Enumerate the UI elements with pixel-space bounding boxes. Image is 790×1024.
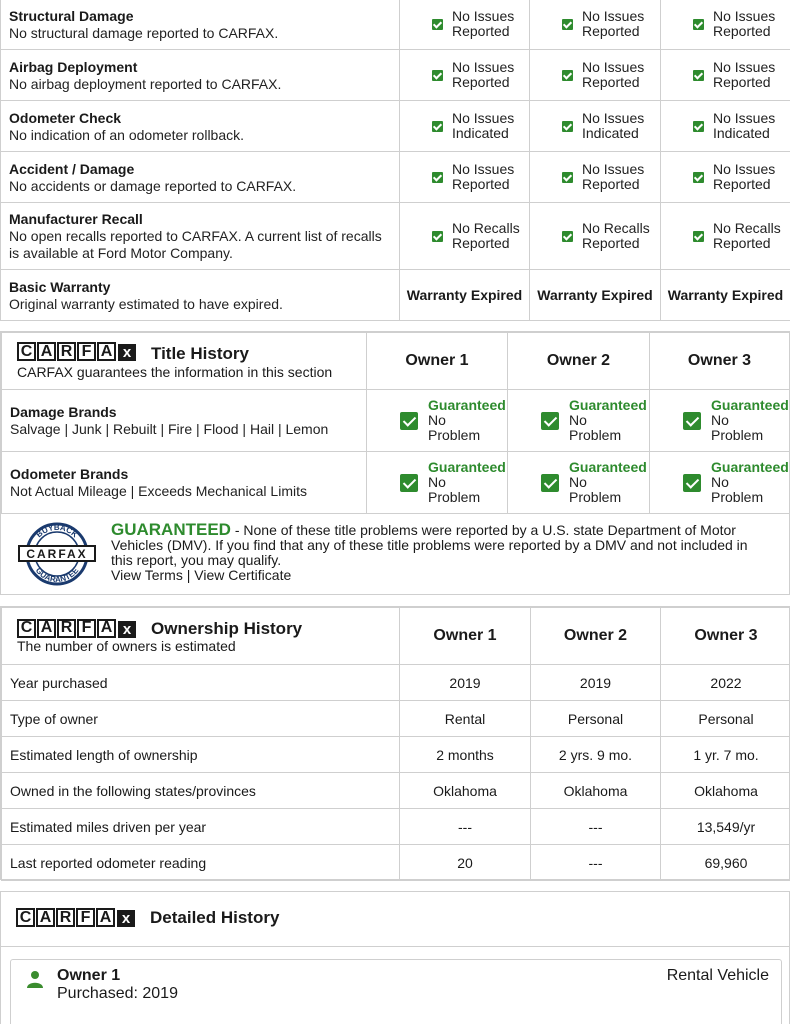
check-status (530, 221, 660, 251)
logo-letter: A (36, 908, 55, 927)
check-status-text: No Issues Reported (713, 8, 776, 39)
guarantee-notice (1, 514, 789, 594)
ownership-value: Personal (531, 701, 661, 737)
owner-purchased: Purchased: 2019 (57, 985, 178, 1002)
ownership-row (2, 737, 790, 773)
check-status-cell (530, 0, 661, 50)
owner-1-header: Owner 1 (367, 333, 508, 390)
check-status (400, 9, 529, 39)
check-status-text: No Issues Reported (452, 59, 515, 90)
svg-text:GUARANTEE: GUARANTEE (33, 565, 81, 585)
guarantee-text: - None of these title problems were reported by a U.S. state Department of Motor Vehicles (DMV). If you find that any of these title problems were reported by a DMV and not included in this report, you may qualify. (111, 522, 748, 568)
logo-letter: A (97, 619, 116, 638)
guaranteed-label: Guaranteed (428, 397, 506, 413)
guaranteed-cell (508, 390, 650, 452)
check-status-cell (661, 152, 790, 203)
title-brand-row (2, 390, 790, 452)
check-row (1, 50, 790, 101)
history-checks-table (0, 0, 790, 321)
check-title: Manufacturer Recall (9, 211, 143, 227)
ownership-value: 69,960 (661, 845, 790, 881)
logo-letter: x (118, 621, 136, 638)
ownership-row-label: Last reported odometer reading (2, 845, 400, 881)
check-description: No indication of an odometer rollback. (9, 126, 245, 143)
checkmark-icon (562, 172, 573, 183)
check-status (530, 162, 660, 192)
check-status-text: No Recalls Reported (452, 220, 520, 251)
check-status-text: No Issues Reported (452, 161, 515, 192)
title-history-subtitle: CARFAX guarantees the information in this section (17, 364, 333, 380)
ownership-row-label: Estimated length of ownership (2, 737, 400, 773)
check-status-cell (530, 152, 661, 203)
warranty-status: Warranty Expired (400, 270, 530, 321)
no-problem-label: No Problem (711, 474, 764, 505)
checkmark-icon (693, 231, 704, 242)
check-status (400, 60, 529, 90)
ownership-row (2, 665, 790, 701)
svg-text:CARFAX: CARFAX (26, 547, 88, 561)
logo-letter: A (97, 342, 116, 361)
ownership-row (2, 845, 790, 881)
carfax-logo (17, 619, 137, 638)
no-problem-label: No Problem (711, 412, 764, 443)
check-status (530, 9, 660, 39)
check-status (400, 162, 529, 192)
owner-2-header: Owner 2 (508, 333, 650, 390)
person-icon (27, 970, 43, 988)
check-status-text: No Issues Reported (713, 161, 776, 192)
check-label-cell (1, 203, 400, 270)
check-status-cell (661, 0, 790, 50)
ownership-row (2, 773, 790, 809)
warranty-description: Original warranty estimated to have expired. (9, 295, 283, 312)
logo-letter: R (57, 619, 76, 638)
guaranteed-cell (367, 390, 508, 452)
check-status-cell (530, 203, 661, 270)
logo-letter: x (118, 344, 136, 361)
logo-letter: R (57, 342, 76, 361)
checkmark-icon (432, 70, 443, 81)
no-problem-label: No Problem (428, 474, 481, 505)
no-problem-label: No Problem (569, 412, 622, 443)
checkbox-checked-icon (541, 412, 559, 430)
checkbox-checked-icon (683, 412, 701, 430)
guaranteed-label: Guaranteed (569, 397, 647, 413)
brand-description: Salvage | Junk | Rebuilt | Fire | Flood | Hail | Lemon (10, 421, 329, 437)
check-status-text: No Issues Reported (582, 59, 645, 90)
check-status-text: No Issues Reported (452, 8, 515, 39)
owner-3-header: Owner 3 (661, 608, 790, 665)
logo-letter: A (37, 619, 56, 638)
check-status-text: No Issues Reported (582, 8, 645, 39)
ownership-value: 2019 (531, 665, 661, 701)
ownership-value: 13,549/yr (661, 809, 790, 845)
logo-letter: F (76, 908, 95, 927)
ownership-value: Oklahoma (400, 773, 531, 809)
ownership-row-label: Type of owner (2, 701, 400, 737)
warranty-status: Warranty Expired (530, 270, 661, 321)
ownership-history-subtitle: The number of owners is estimated (17, 637, 236, 654)
checkbox-checked-icon (541, 474, 559, 492)
logo-letter: R (56, 908, 75, 927)
logo-letter: C (16, 908, 35, 927)
check-status-cell (530, 101, 661, 152)
brand-title: Damage Brands (10, 404, 117, 420)
owner-1-header: Owner 1 (400, 608, 531, 665)
check-status-text: No Issues Indicated (452, 110, 515, 141)
brand-label-cell (2, 452, 367, 514)
buyback-guarantee-badge-icon (16, 522, 98, 586)
logo-letter: C (17, 342, 36, 361)
check-status (661, 162, 790, 192)
owner-1-card[interactable] (10, 959, 782, 1024)
checkmark-icon (693, 172, 704, 183)
ownership-value: 20 (400, 845, 531, 881)
title-history-table (1, 332, 790, 514)
checkmark-icon (562, 19, 573, 30)
owner-name: Owner 1 (57, 967, 121, 984)
check-status-text: No Issues Reported (582, 161, 645, 192)
check-status-text: No Issues Reported (713, 59, 776, 90)
guaranteed-label: Guaranteed (428, 459, 506, 475)
guaranteed-cell (650, 452, 790, 514)
ownership-history-section (0, 606, 790, 880)
guarantee-links[interactable]: View Terms | View Certificate (111, 567, 292, 583)
logo-letter: F (77, 342, 96, 361)
guaranteed-cell (650, 390, 790, 452)
brand-title: Odometer Brands (10, 466, 129, 482)
check-description: No airbag deployment reported to CARFAX. (9, 75, 282, 92)
check-status-text: No Recalls Reported (582, 220, 650, 251)
logo-letter: x (117, 910, 135, 927)
check-title: Accident / Damage (9, 160, 135, 177)
check-title: Structural Damage (9, 7, 134, 24)
title-brand-row (2, 452, 790, 514)
logo-letter: F (77, 619, 96, 638)
check-status-cell (661, 203, 790, 270)
check-description: No structural damage reported to CARFAX. (9, 24, 279, 41)
ownership-value: Personal (661, 701, 790, 737)
guaranteed-cell (508, 452, 650, 514)
ownership-row-label: Estimated miles driven per year (2, 809, 400, 845)
check-status (530, 60, 660, 90)
ownership-row-label: Year purchased (2, 665, 400, 701)
check-label-cell (1, 0, 400, 50)
checkmark-icon (693, 70, 704, 81)
detailed-history-section (0, 891, 790, 1024)
check-status (400, 221, 529, 251)
warranty-status: Warranty Expired (661, 270, 790, 321)
check-status (661, 9, 790, 39)
no-problem-label: No Problem (428, 412, 481, 443)
check-label-cell (1, 50, 400, 101)
owner-type: Rental Vehicle (666, 967, 769, 984)
check-status-cell (400, 50, 530, 101)
check-status-cell (530, 50, 661, 101)
ownership-value: Oklahoma (661, 773, 790, 809)
checkmark-icon (432, 172, 443, 183)
warranty-row (1, 270, 790, 321)
checkmark-icon (432, 19, 443, 30)
check-label-cell (1, 101, 400, 152)
ownership-value: --- (400, 809, 531, 845)
check-status-text: No Issues Indicated (582, 110, 645, 141)
logo-letter: A (37, 342, 56, 361)
check-row (1, 152, 790, 203)
logo-letter: A (96, 908, 115, 927)
ownership-value: Rental (400, 701, 531, 737)
checkbox-checked-icon (400, 412, 418, 430)
check-status (400, 111, 529, 141)
ownership-value: --- (531, 809, 661, 845)
ownership-history-table (1, 607, 790, 881)
detailed-history-heading: Detailed History (150, 908, 280, 927)
ownership-row-label: Owned in the following states/provinces (2, 773, 400, 809)
check-title: Airbag Deployment (9, 58, 138, 75)
carfax-logo (17, 342, 137, 361)
guarantee-headline: GUARANTEED (111, 520, 231, 539)
checkmark-icon (693, 121, 704, 132)
ownership-value: 2022 (661, 665, 790, 701)
owner-3-header: Owner 3 (650, 333, 790, 390)
check-status (661, 60, 790, 90)
ownership-row (2, 701, 790, 737)
owner-2-header: Owner 2 (531, 608, 661, 665)
check-status (661, 221, 790, 251)
checkbox-checked-icon (683, 474, 701, 492)
svg-text:BUYBACK: BUYBACK (34, 522, 80, 540)
checkmark-icon (562, 121, 573, 132)
logo-letter: C (17, 619, 36, 638)
ownership-value: Oklahoma (531, 773, 661, 809)
check-status-cell (400, 152, 530, 203)
ownership-history-heading: Ownership History (151, 619, 303, 638)
title-history-section (0, 331, 790, 595)
check-description: No accidents or damage reported to CARFAX. (9, 177, 297, 194)
check-status-cell (400, 101, 530, 152)
checkmark-icon (562, 70, 573, 81)
checkbox-checked-icon (400, 474, 418, 492)
check-status (661, 111, 790, 141)
warranty-title: Basic Warranty (9, 278, 111, 295)
checkmark-icon (693, 19, 704, 30)
guaranteed-label: Guaranteed (711, 397, 789, 413)
no-problem-label: No Problem (569, 474, 622, 505)
carfax-logo (16, 908, 136, 927)
check-label-cell (1, 152, 400, 203)
check-title: Odometer Check (9, 109, 122, 126)
ownership-value: 2 months (400, 737, 531, 773)
ownership-value: 2019 (400, 665, 531, 701)
checkmark-icon (432, 121, 443, 132)
check-status-text: No Issues Indicated (713, 110, 776, 141)
check-status (530, 111, 660, 141)
title-history-heading: Title History (151, 344, 249, 363)
warranty-label-cell (1, 270, 400, 321)
check-row (1, 203, 790, 270)
guaranteed-cell (367, 452, 508, 514)
guaranteed-label: Guaranteed (711, 459, 789, 475)
ownership-value: 2 yrs. 9 mo. (531, 737, 661, 773)
brand-label-cell (2, 390, 367, 452)
check-status-cell (400, 203, 530, 270)
check-row (1, 0, 790, 50)
checkmark-icon (432, 231, 443, 242)
check-status-cell (661, 50, 790, 101)
check-status-text: No Recalls Reported (713, 220, 781, 251)
check-description: No open recalls reported to CARFAX. A current list of recalls is available at Ford Motor Company. (9, 228, 382, 261)
check-row (1, 101, 790, 152)
brand-description: Not Actual Mileage | Exceeds Mechanical Limits (10, 483, 307, 499)
ownership-value: 1 yr. 7 mo. (661, 737, 790, 773)
guaranteed-label: Guaranteed (569, 459, 647, 475)
check-status-cell (400, 0, 530, 50)
check-status-cell (661, 101, 790, 152)
ownership-value: --- (531, 845, 661, 881)
checkmark-icon (562, 231, 573, 242)
ownership-row (2, 809, 790, 845)
